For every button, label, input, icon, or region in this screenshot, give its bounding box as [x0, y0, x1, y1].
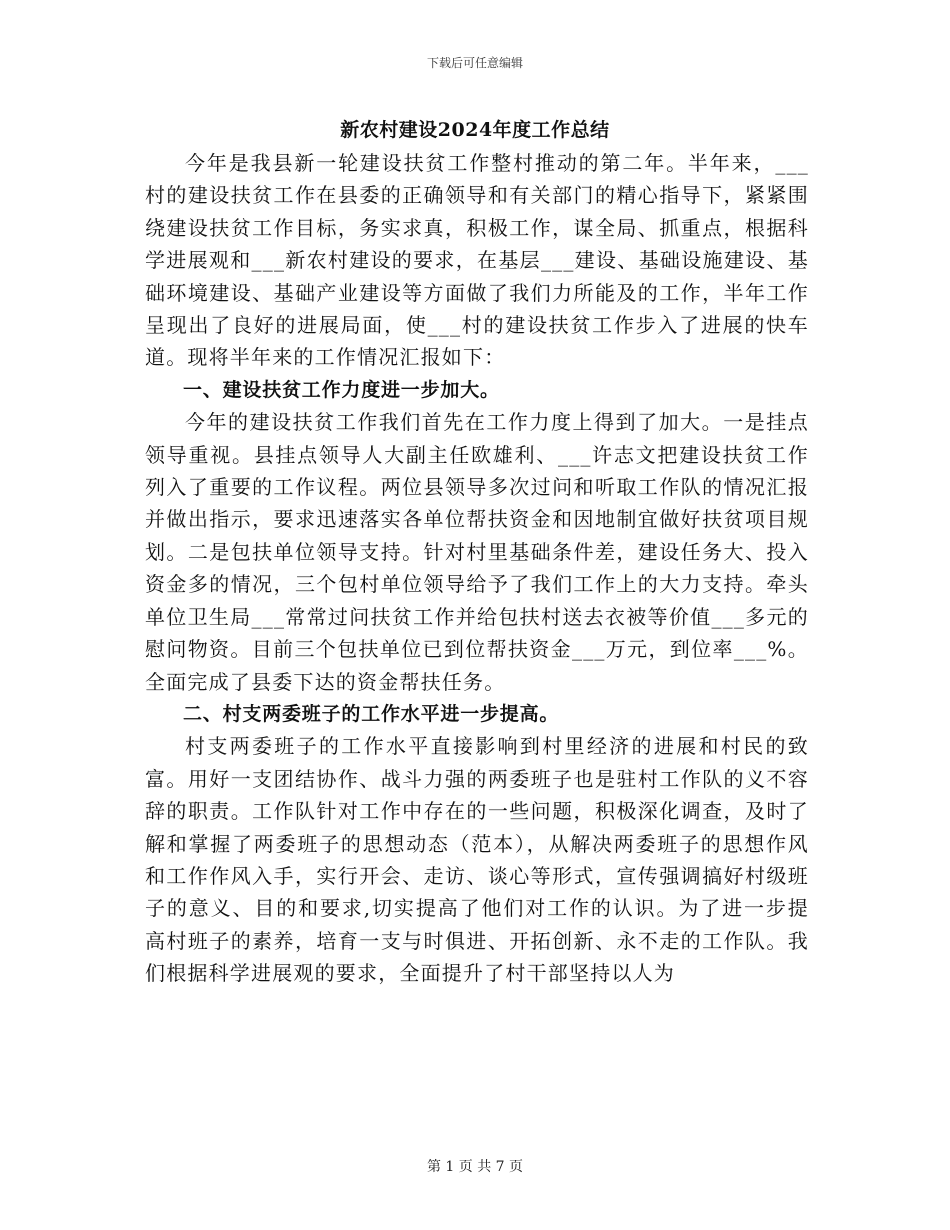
section1-paragraph: 今年的建设扶贫工作我们首先在工作力度上得到了加大。一是挂点领导重视。县挂点领导人大副主任欧雄利、___许志文把建设扶贫工作列入了重要的工作议程。两位县领导多次过问和听取工作队的情况汇报并做出指示，要求迅速落实各单位帮扶资金和因地制宜做好扶贫项目规划。二是包扶单位领导支持。针对村里基础条件差，建设任务大、投入资金多的情况，三个包村单位领导给予了我们工作上的大力支持。牵头单位卫生局___常常过问扶贫工作并给包扶村送去衣被等价值___多元的慰问物资。目前三个包扶单位已到位帮扶资金___万元，到位率___%。全面完成了县委下达的资金帮扶任务。 [145, 410, 809, 694]
header-note: 下载后可任意编辑 [426, 56, 523, 70]
section2-paragraph: 村支两委班子的工作水平直接影响到村里经济的进展和村民的致富。用好一支团结协作、战斗力强的两委班子也是驻村工作队的义不容辞的职责。工作队针对工作中存在的一些问题，积极深化调查，及时了解和掌握了两委班子的思想动态（范本），从解决两委班子的思想作风和工作作风入手，实行开会、走访、谈心等形式，宣传强调搞好村级班子的意义、目的和要求,切实提高了他们对工作的认识。为了进一步提高村班子的素养，培育一支与时俱进、开拓创新、永不走的工作队。我们根据科学进展观的要求，全面提升了村干部坚持以人为 [145, 734, 809, 986]
document-body [145, 147, 809, 990]
page-number: 第 1 页 共 7 页 [426, 1159, 524, 1175]
document-title: 新农村建设2024年度工作总结 [340, 119, 610, 141]
intro-paragraph: 今年是我县新一轮建设扶贫工作整村推动的第二年。半年来，___村的建设扶贫工作在县委的正确领导和有关部门的精心指导下，紧紧围绕建设扶贫工作目标，务实求真，积极工作，谋全局、抓重点，根据科学进展观和___新农村建设的要求，在基层___建设、基础设施建设、基础环境建设、基础产业建设等方面做了我们力所能及的工作，半年工作呈现出了良好的进展局面，使___村的建设扶贫工作步入了进展的快车道。现将半年来的工作情况汇报如下： [145, 151, 809, 370]
section2-heading: 二、村支两委班子的工作水平进一步提高。 [183, 702, 560, 725]
section1-heading: 一、建设扶贫工作力度进一步加大。 [183, 378, 500, 401]
